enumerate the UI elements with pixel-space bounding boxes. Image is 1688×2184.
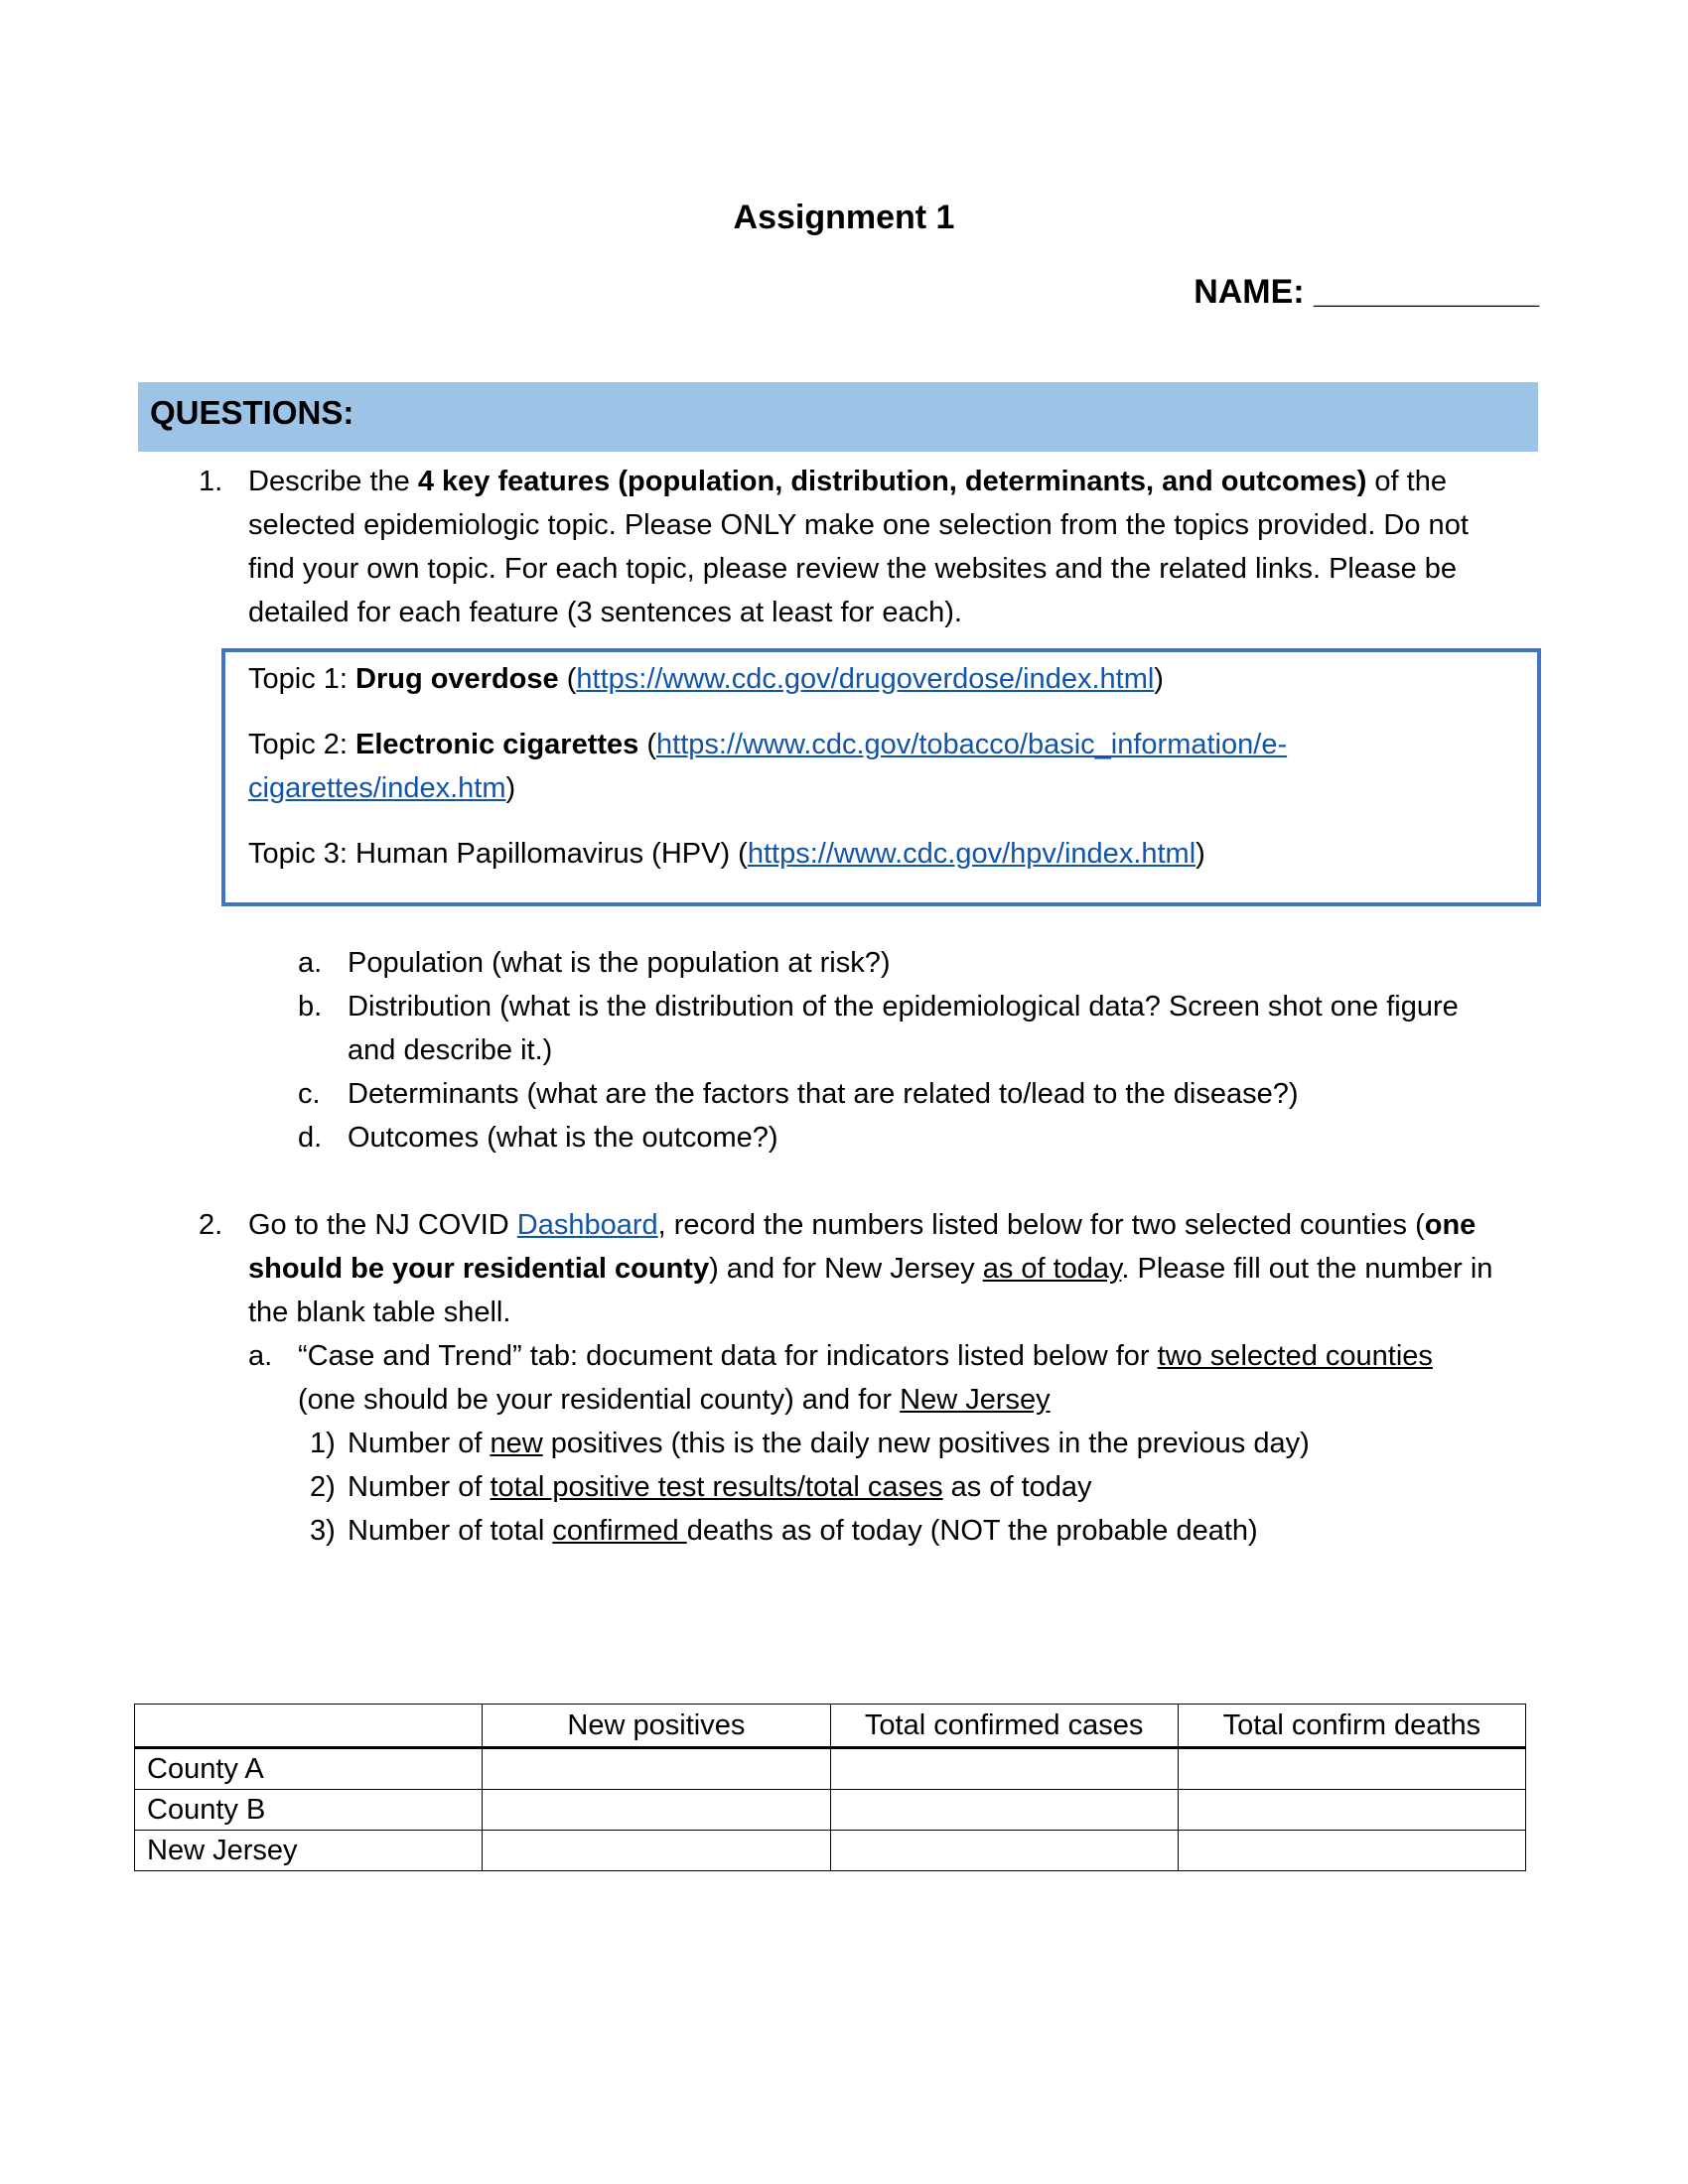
item-3-pre: Number of total	[348, 1515, 553, 1547]
topic-3-prefix: Topic 3:	[248, 838, 355, 870]
topic-1-link[interactable]: https://www.cdc.gov/drugoverdose/index.html	[576, 663, 1155, 695]
table-cell[interactable]	[483, 1831, 830, 1871]
q2a-underline: two selected counties	[1157, 1340, 1433, 1372]
q1-pre: Describe the	[248, 466, 418, 497]
table-cell[interactable]	[1178, 1748, 1525, 1790]
item-1-underline: new	[490, 1428, 543, 1459]
q2-l2-bold: should be your residential county	[248, 1253, 710, 1285]
table-header-new-positives: New positives	[483, 1705, 830, 1748]
dashboard-link[interactable]: Dashboard	[516, 1209, 658, 1241]
q2a-pre: “Case and Trend” tab: document data for indicators listed below for	[298, 1340, 1158, 1372]
topic-1-name: Drug overdose	[355, 663, 559, 695]
q1-line-3: find your own topic. For each topic, please review the websites and the related links. Please be	[248, 553, 1458, 585]
subitem-d: Outcomes (what is the outcome?)	[348, 1122, 778, 1154]
q2a-item-1	[348, 1422, 1310, 1465]
q2a-item-3	[348, 1509, 1258, 1553]
q2-l2-post: . Please fill out the number in	[1121, 1253, 1493, 1285]
table-header-total-cases: Total confirmed cases	[830, 1705, 1178, 1748]
q2-l2-mid: ) and for New Jersey	[709, 1253, 983, 1285]
table-cell[interactable]	[1178, 1831, 1525, 1871]
item-2-post: as of today	[942, 1471, 1092, 1503]
table-cell[interactable]	[483, 1748, 830, 1790]
table-cell[interactable]	[483, 1790, 830, 1831]
subitem-a-letter: a.	[298, 947, 323, 979]
topic-3: Topic 3: Human Papillomavirus (HPV) (https://www.cdc.gov/hpv/index.html)	[248, 838, 1205, 870]
row-label: New Jersey	[135, 1831, 483, 1871]
table-row	[135, 1748, 1526, 1790]
item-3-underline: confirmed	[552, 1515, 687, 1547]
topic-2-prefix: Topic 2:	[248, 729, 355, 760]
q1-line-4: detailed for each feature (3 sentences at least for each).	[248, 597, 962, 628]
subitem-a: Population (what is the population at risk?)	[348, 947, 891, 979]
questions-header-bar	[138, 382, 1538, 452]
q2-line-3: the blank table shell.	[248, 1297, 511, 1328]
table-row	[135, 1790, 1526, 1831]
subitem-b-cont: and describe it.)	[348, 1034, 553, 1066]
q2a2-pre: (one should be your residential county) and for	[298, 1384, 901, 1416]
item-2-underline: total positive test results/total cases	[490, 1471, 943, 1503]
item-1-pre: Number of	[348, 1428, 491, 1459]
item-3-post: deaths as of today (NOT the probable death)	[686, 1515, 1258, 1547]
q2a-line-1	[298, 1334, 1433, 1378]
q2-number: 2.	[199, 1209, 223, 1241]
subitem-c-letter: c.	[298, 1078, 321, 1110]
subitem-c: Determinants (what are the factors that are related to/lead to the disease?)	[348, 1078, 1299, 1110]
table-cell[interactable]	[1178, 1790, 1525, 1831]
q2a-item-3-num: 3)	[310, 1515, 336, 1547]
q2a2-underline: New Jersey	[900, 1384, 1051, 1416]
subitem-b-letter: b.	[298, 991, 323, 1023]
q2a-item-1-num: 1)	[310, 1428, 336, 1459]
page-title: Assignment 1	[733, 199, 955, 236]
table-header-total-deaths: Total confirm deaths	[1178, 1705, 1525, 1748]
topic-1: Topic 1: Drug overdose (https://www.cdc.gov/drugoverdose/index.html)	[248, 663, 1164, 695]
topic-3-name: Human Papillomavirus (HPV)	[355, 838, 731, 870]
q2-l1-post: , record the numbers listed below for two selected counties (	[657, 1209, 1425, 1241]
topic-2-link[interactable]: https://www.cdc.gov/tobacco/basic_information/e-	[656, 729, 1288, 760]
q2-line-2	[248, 1247, 1492, 1291]
table-row	[135, 1831, 1526, 1871]
q1-bold: 4 key features (population, distribution, determinants, and outcomes)	[417, 466, 1367, 497]
subitem-b: Distribution (what is the distribution of the epidemiological data? Screen shot one figure	[348, 991, 1459, 1023]
q1-post: of the	[1366, 466, 1447, 497]
q2a-item-2	[348, 1465, 1092, 1509]
topic-3-link[interactable]: https://www.cdc.gov/hpv/index.html	[747, 838, 1196, 870]
topic-2: Topic 2: Electronic cigarettes (https://www.cdc.gov/tobacco/basic_information/e-	[248, 729, 1288, 760]
q2a-letter: a.	[248, 1340, 273, 1372]
q1-number: 1.	[199, 466, 223, 497]
q2a-line-2	[298, 1378, 1051, 1422]
topic-1-prefix: Topic 1:	[248, 663, 355, 695]
topic-2-link-cont[interactable]: cigarettes/index.htm	[248, 772, 506, 804]
table-cell[interactable]	[830, 1831, 1178, 1871]
q1-line-1	[248, 460, 1447, 503]
q2-line-1	[248, 1203, 1476, 1247]
name-field-label: NAME: ____________	[1194, 273, 1539, 311]
row-label: County B	[135, 1790, 483, 1831]
q2-l1-bold: one	[1424, 1209, 1477, 1241]
table-cell[interactable]	[830, 1748, 1178, 1790]
q2a-item-2-num: 2)	[310, 1471, 336, 1503]
data-table	[134, 1704, 1526, 1871]
questions-header: QUESTIONS:	[150, 394, 354, 431]
table-cell[interactable]	[830, 1790, 1178, 1831]
q2-l2-underline: as of today	[982, 1253, 1122, 1285]
table-header-blank	[135, 1705, 483, 1748]
item-2-pre: Number of	[348, 1471, 491, 1503]
subitem-d-letter: d.	[298, 1122, 323, 1154]
q2-l1-pre: Go to the NJ COVID	[248, 1209, 517, 1241]
topic-2-name: Electronic cigarettes	[355, 729, 639, 760]
row-label: County A	[135, 1748, 483, 1790]
table-header-row	[135, 1705, 1526, 1748]
item-1-post: positives (this is the daily new positives in the previous day)	[542, 1428, 1310, 1459]
q1-line-2: selected epidemiologic topic. Please ONLY make one selection from the topics provided. Do not	[248, 509, 1469, 541]
topic-2-cont: cigarettes/index.htm)	[248, 772, 516, 804]
